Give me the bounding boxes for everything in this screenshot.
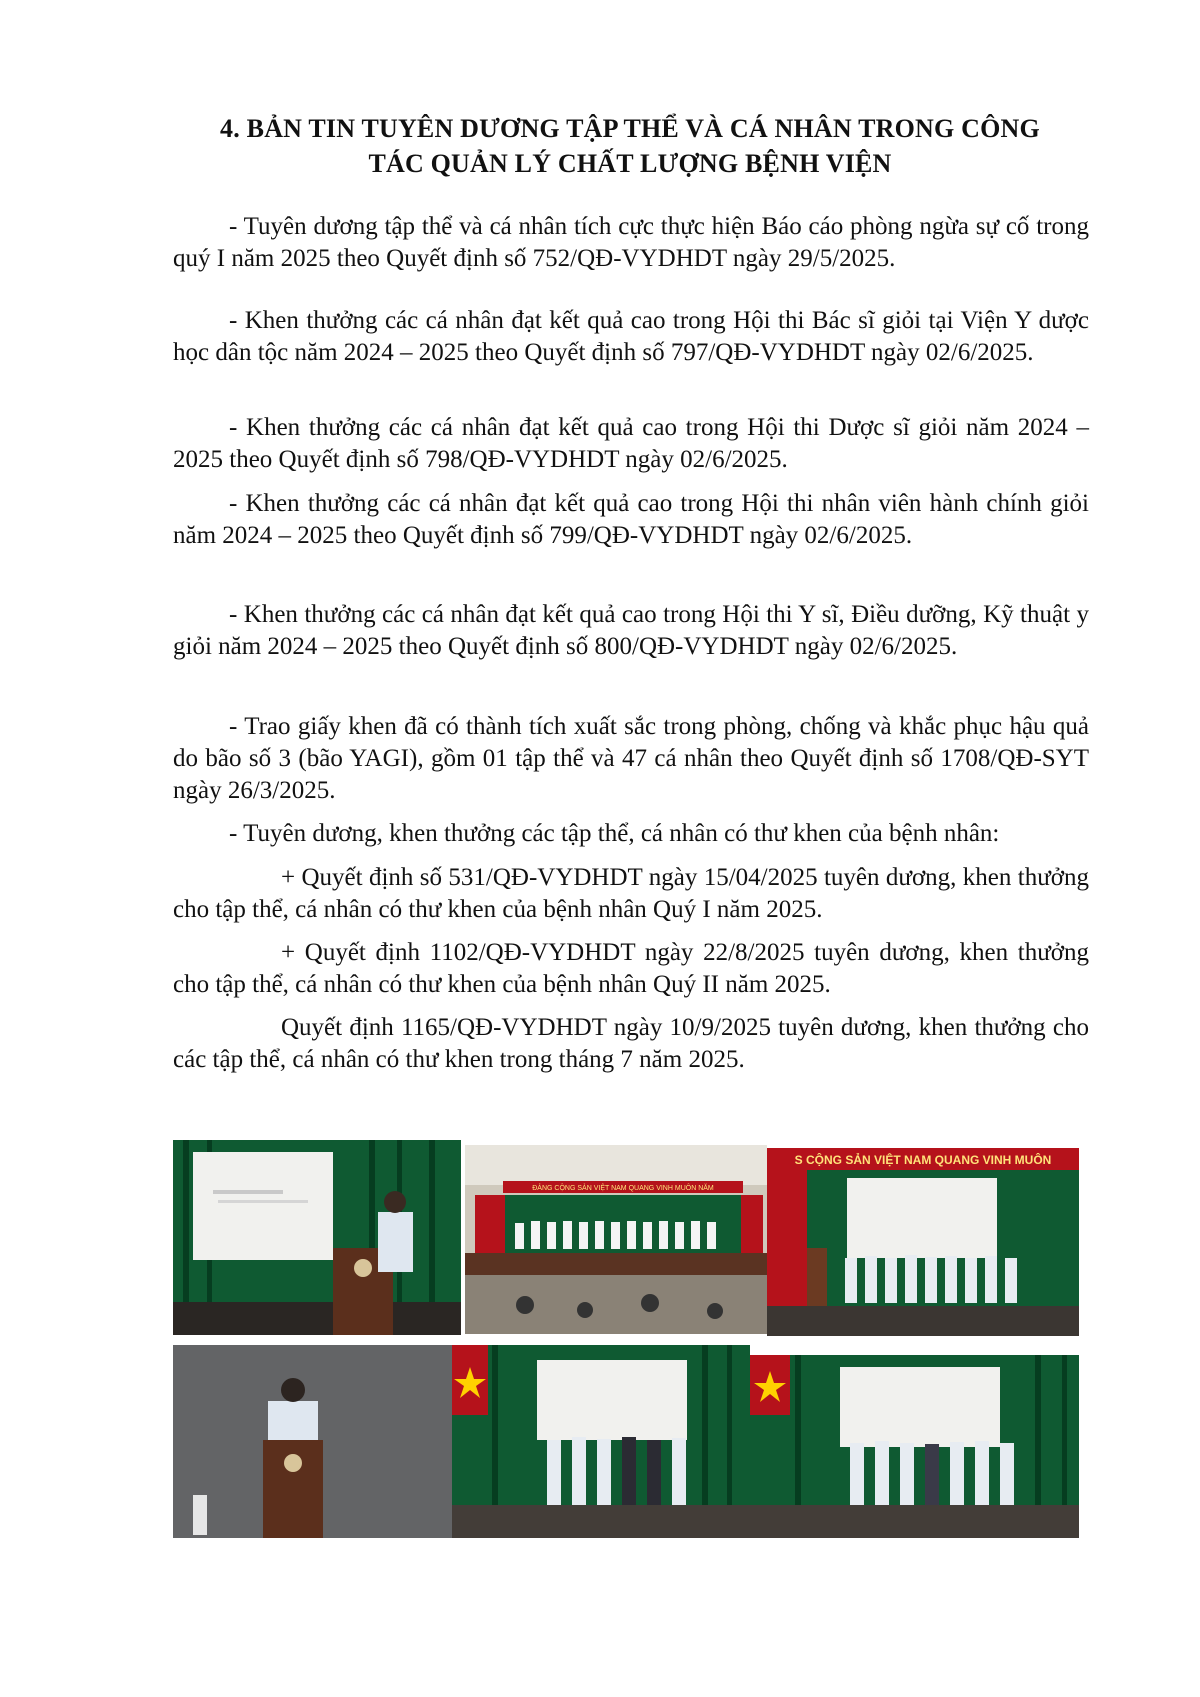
heading-line-2: TÁC QUẢN LÝ CHẤT LƯỢNG BỆNH VIỆN (368, 149, 892, 178)
paragraph-decision-1165: Quyết định 1165/QĐ-VYDHDT ngày 10/9/2025 tuyên dương, khen thưởng cho các tập thể, cá nhân có thư khen trong tháng 7 năm 2025. (173, 1014, 1089, 1073)
heading-line-1: 4. BẢN TIN TUYÊN DƯƠNG TẬP THỂ VÀ CÁ NHÂN TRONG CÔNG (220, 114, 1040, 143)
paragraph-nursing-contest: - Khen thưởng các cá nhân đạt kết quả cao trong Hội thi Y sĩ, Điều dưỡng, Kỹ thuật y giỏi năm 2024 – 2025 theo Quyết định số 800/QĐ-VYDHDT ngày 02/6/2025. (173, 601, 1089, 660)
photo-award-stage-banner (767, 1148, 1079, 1336)
paragraph-incident-reporting: - Tuyên dương tập thể và cá nhân tích cực thực hiện Báo cáo phòng ngừa sự cố trong quý I năm 2025 theo Quyết định số 752/QĐ-VYDHDT ngày 29/5/2025. (173, 213, 1089, 272)
photo-award-hall-wide (465, 1145, 767, 1334)
svg-text:S CỘNG SẢN VIỆT NAM QUANG VINH: S CỘNG SẢN VIỆT NAM QUANG VINH MUÔN (794, 1153, 1052, 1167)
photo-group-certificates-2 (750, 1355, 1079, 1538)
paragraph-patient-letters: - Tuyên dương, khen thưởng các tập thể, cá nhân có thư khen của bệnh nhân: (229, 820, 1000, 847)
paragraph-decision-531: + Quyết định số 531/QĐ-VYDHDT ngày 15/04/2025 tuyên dương, khen thưởng cho tập thể, cá nhân có thư khen của bệnh nhân Quý I năm 2025. (173, 864, 1089, 923)
paragraph-decision-1102: + Quyết định 1102/QĐ-VYDHDT ngày 22/8/2025 tuyên dương, khen thưởng cho tập thể, cá nhân có thư khen của bệnh nhân Quý II năm 2025. (173, 939, 1089, 998)
svg-text:ĐẢNG CỘNG SẢN VIỆT NAM QUANG V: ĐẢNG CỘNG SẢN VIỆT NAM QUANG VINH MUÔN NĂM (532, 1185, 714, 1192)
paragraph-doctor-contest: - Khen thưởng các cá nhân đạt kết quả cao trong Hội thi Bác sĩ giỏi tại Viện Y dược học dân tộc năm 2024 – 2025 theo Quyết định số 797/QĐ-VYDHDT ngày 02/6/2025. (173, 307, 1089, 366)
paragraph-admin-staff-contest: - Khen thưởng các cá nhân đạt kết quả cao trong Hội thi nhân viên hành chính giỏi năm 2024 – 2025 theo Quyết định số 799/QĐ-VYDHDT ngày 02/6/2025. (173, 490, 1089, 549)
paragraph-pharmacist-contest: - Khen thưởng các cá nhân đạt kết quả cao trong Hội thi Dược sĩ giỏi năm 2024 – 2025 theo Quyết định số 798/QĐ-VYDHDT ngày 02/6/2025. (173, 414, 1089, 473)
photo-speaker-podium-1 (173, 1140, 461, 1335)
photo-group-certificates-1 (452, 1345, 750, 1538)
paragraph-storm-yagi-award: - Trao giấy khen đã có thành tích xuất sắc trong phòng, chống và khắc phục hậu quả do bão số 3 (bão YAGI), gồm 01 tập thể và 47 cá nhân theo Quyết định số 1708/QĐ-SYT ngày 26/3/2025. (173, 713, 1089, 804)
section-heading (150, 111, 1110, 181)
photo-speaker-podium-2 (173, 1345, 452, 1538)
